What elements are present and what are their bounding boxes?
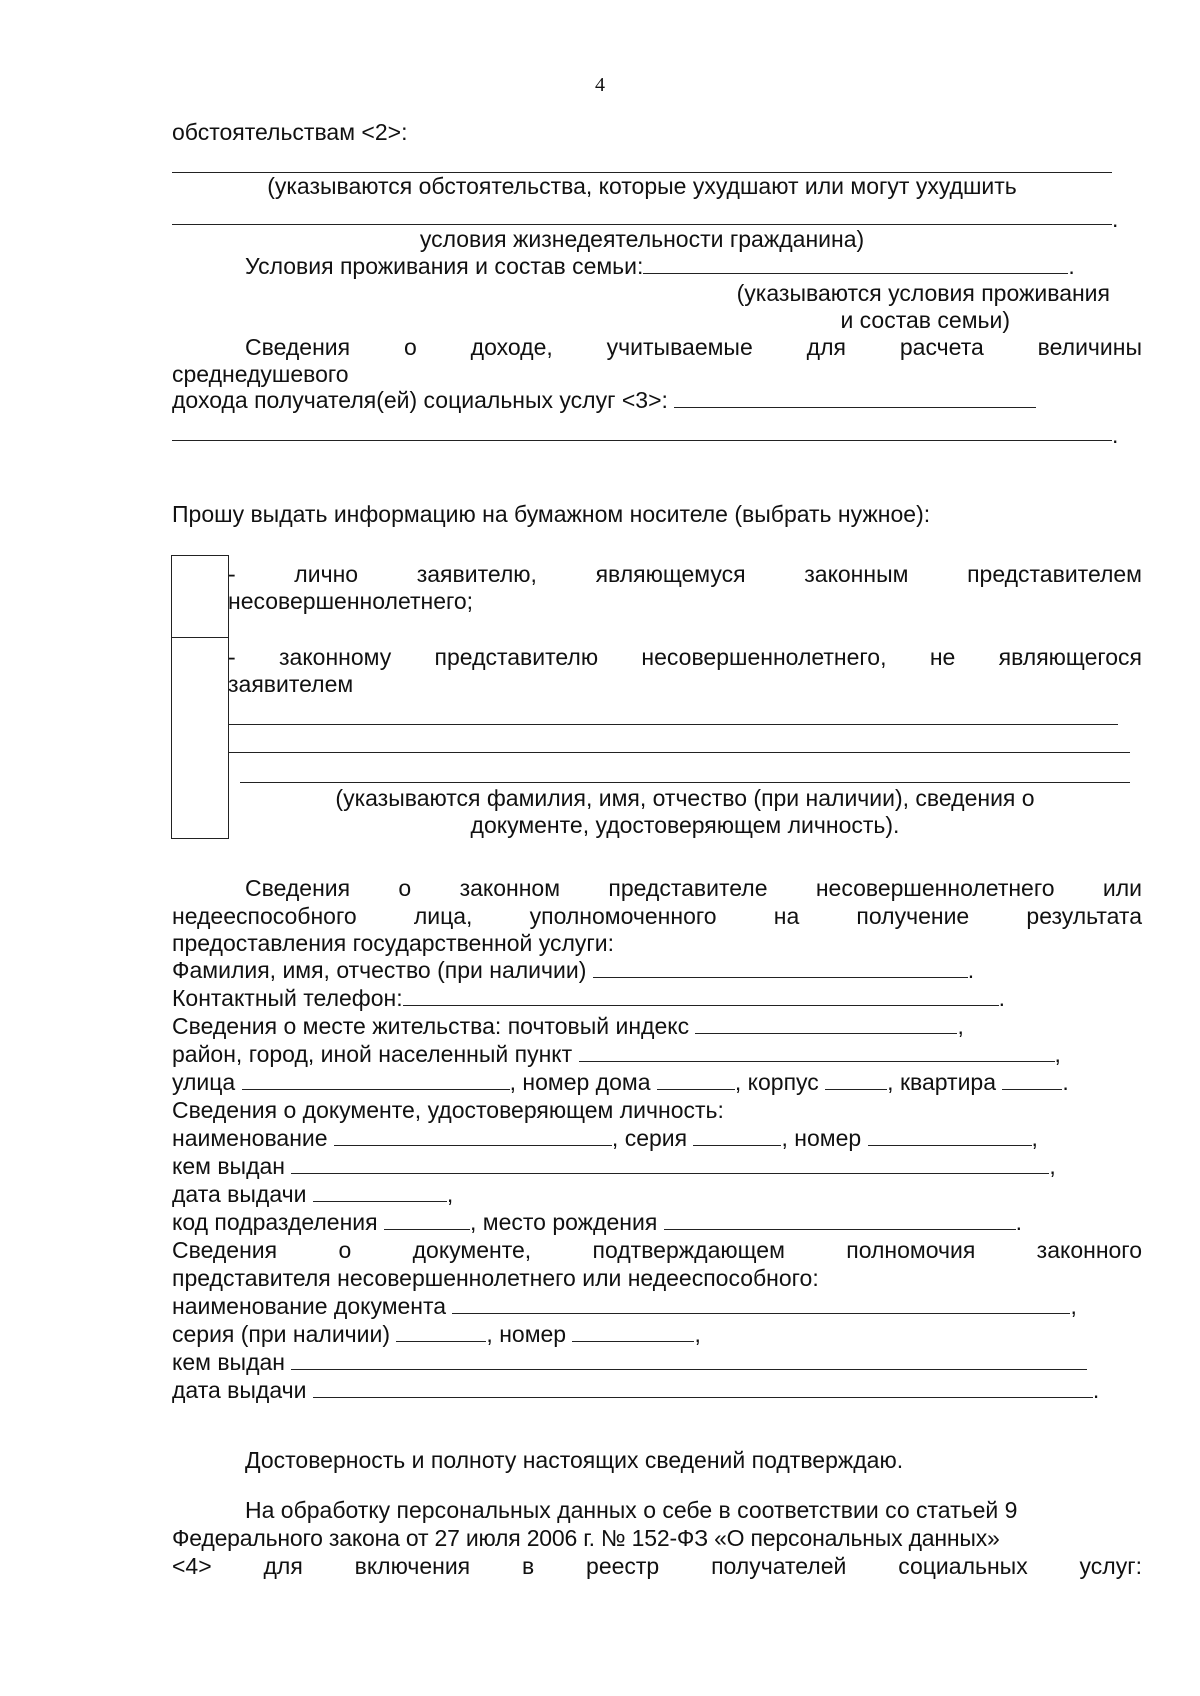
street-label: улица <box>172 1069 236 1095</box>
birthplace-field[interactable] <box>664 1209 1016 1230</box>
issued-by-field[interactable] <box>291 1153 1049 1174</box>
series-field[interactable] <box>693 1125 781 1146</box>
building-field[interactable] <box>825 1069 887 1090</box>
dept-code-label: код подразделения <box>172 1209 378 1235</box>
representative-fio-line-2[interactable] <box>228 752 1130 753</box>
option-1-line-1: - лично заявителю, являющемуся законным представителем <box>228 561 1142 587</box>
income-field-continued[interactable] <box>172 440 1112 441</box>
locality-field[interactable] <box>579 1041 1055 1062</box>
number-field[interactable] <box>868 1125 1032 1146</box>
number-label: , номер <box>781 1125 862 1151</box>
authority-issued-label: кем выдан <box>172 1349 285 1375</box>
representative-intro-2: недееспособного лица, уполномоченного на получение результата <box>172 903 1142 929</box>
house-label: , номер дома <box>509 1069 651 1095</box>
phone-label: Контактный телефон: <box>172 985 403 1011</box>
paper-request-title: Прошу выдать информацию на бумажном носителе (выбрать нужное): <box>172 501 931 527</box>
option-2-line-1: - законному представителю несовершеннолетнего, не являющегося <box>228 644 1142 670</box>
representative-intro-1: Сведения о законном представителе несовершеннолетнего или <box>245 875 1142 901</box>
authority-line-2: представителя несовершеннолетнего или недееспособного: <box>172 1265 819 1291</box>
authority-series-label: серия (при наличии) <box>172 1321 391 1347</box>
option-1-line-2: несовершеннолетнего; <box>228 588 474 614</box>
issued-by-label: кем выдан <box>172 1153 285 1179</box>
option-2-line-2: заявителем <box>228 671 354 697</box>
option-2-hint-2: документе, удостоверяющем личность). <box>470 812 900 838</box>
living-hint-2: и состав семьи) <box>840 307 1010 333</box>
consent-line-2: Федерального закона от 27 июля 2006 г. № 152-ФЗ «О персональных данных» <box>172 1525 1000 1551</box>
option-2-checkbox[interactable] <box>171 637 229 839</box>
postal-code-field[interactable] <box>695 1013 957 1034</box>
house-field[interactable] <box>657 1069 735 1090</box>
authority-date-field[interactable] <box>313 1377 1093 1398</box>
living-field[interactable] <box>643 253 1068 274</box>
issue-date-label: дата выдачи <box>172 1181 307 1207</box>
consent-line-1: На обработку персональных данных о себе в соответствии со статьей 9 <box>245 1497 1018 1523</box>
authority-doc-label: наименование документа <box>172 1293 447 1319</box>
locality-label: район, город, иной населенный пункт <box>172 1041 573 1067</box>
representative-fio-line-3[interactable] <box>240 782 1130 783</box>
apartment-label: , квартира <box>887 1069 997 1095</box>
apartment-field[interactable] <box>1002 1069 1062 1090</box>
authority-line-1: Сведения о документе, подтверждающем полномочия законного <box>172 1237 1142 1263</box>
option-1-checkbox[interactable] <box>171 555 229 638</box>
building-label: , корпус <box>734 1069 819 1095</box>
doc-name-field[interactable] <box>334 1125 612 1146</box>
series-label: , серия <box>611 1125 688 1151</box>
representative-fio-line-1[interactable] <box>228 724 1118 725</box>
street-field[interactable] <box>242 1069 510 1090</box>
authority-doc-field[interactable] <box>452 1293 1070 1314</box>
doc-name-label: наименование <box>172 1125 328 1151</box>
confirmation-text: Достоверность и полноту настоящих сведений подтверждаю. <box>245 1447 904 1473</box>
authority-number-label: , номер <box>486 1321 567 1347</box>
living-label: Условия проживания и состав семьи: <box>245 253 644 279</box>
option-2-hint-1: (указываются фамилия, имя, отчество (при наличии), сведения о <box>335 785 1035 811</box>
representative-intro-3: предоставления государственной услуги: <box>172 930 615 956</box>
birthplace-label: , место рождения <box>470 1209 658 1235</box>
living-hint-1: (указываются условия проживания <box>736 280 1110 306</box>
consent-line-3: <4> для включения в реестр получателей социальных услуг: <box>172 1553 1142 1579</box>
authority-issued-field[interactable] <box>291 1349 1087 1370</box>
income-line-2: среднедушевого <box>172 361 349 387</box>
phone-field[interactable] <box>403 985 999 1006</box>
id-doc-title: Сведения о документе, удостоверяющем личность: <box>172 1097 724 1123</box>
authority-number-field[interactable] <box>572 1321 694 1342</box>
postal-code-label: Сведения о месте жительства: почтовый индекс <box>172 1013 690 1039</box>
issue-date-field[interactable] <box>313 1181 447 1202</box>
income-line-1: Сведения о доходе, учитываемые для расчета величины <box>245 334 1142 360</box>
authority-series-field[interactable] <box>396 1321 486 1342</box>
fio-label: Фамилия, имя, отчество (при наличии) <box>172 957 587 983</box>
fio-field[interactable] <box>593 957 968 978</box>
dept-code-field[interactable] <box>384 1209 470 1230</box>
authority-date-label: дата выдачи <box>172 1377 307 1403</box>
circumstances-lead: обстоятельствам <2>: <box>172 119 408 145</box>
page-number: 4 <box>595 74 605 96</box>
circumstances-hint-2: условия жизнедеятельности гражданина) <box>419 226 865 252</box>
income-field[interactable] <box>674 387 1036 408</box>
circumstances-hint-1: (указываются обстоятельства, которые ухудшают или могут ухудшить <box>267 173 1017 199</box>
income-line-3: дохода получателя(ей) социальных услуг <3>: <box>172 387 668 413</box>
